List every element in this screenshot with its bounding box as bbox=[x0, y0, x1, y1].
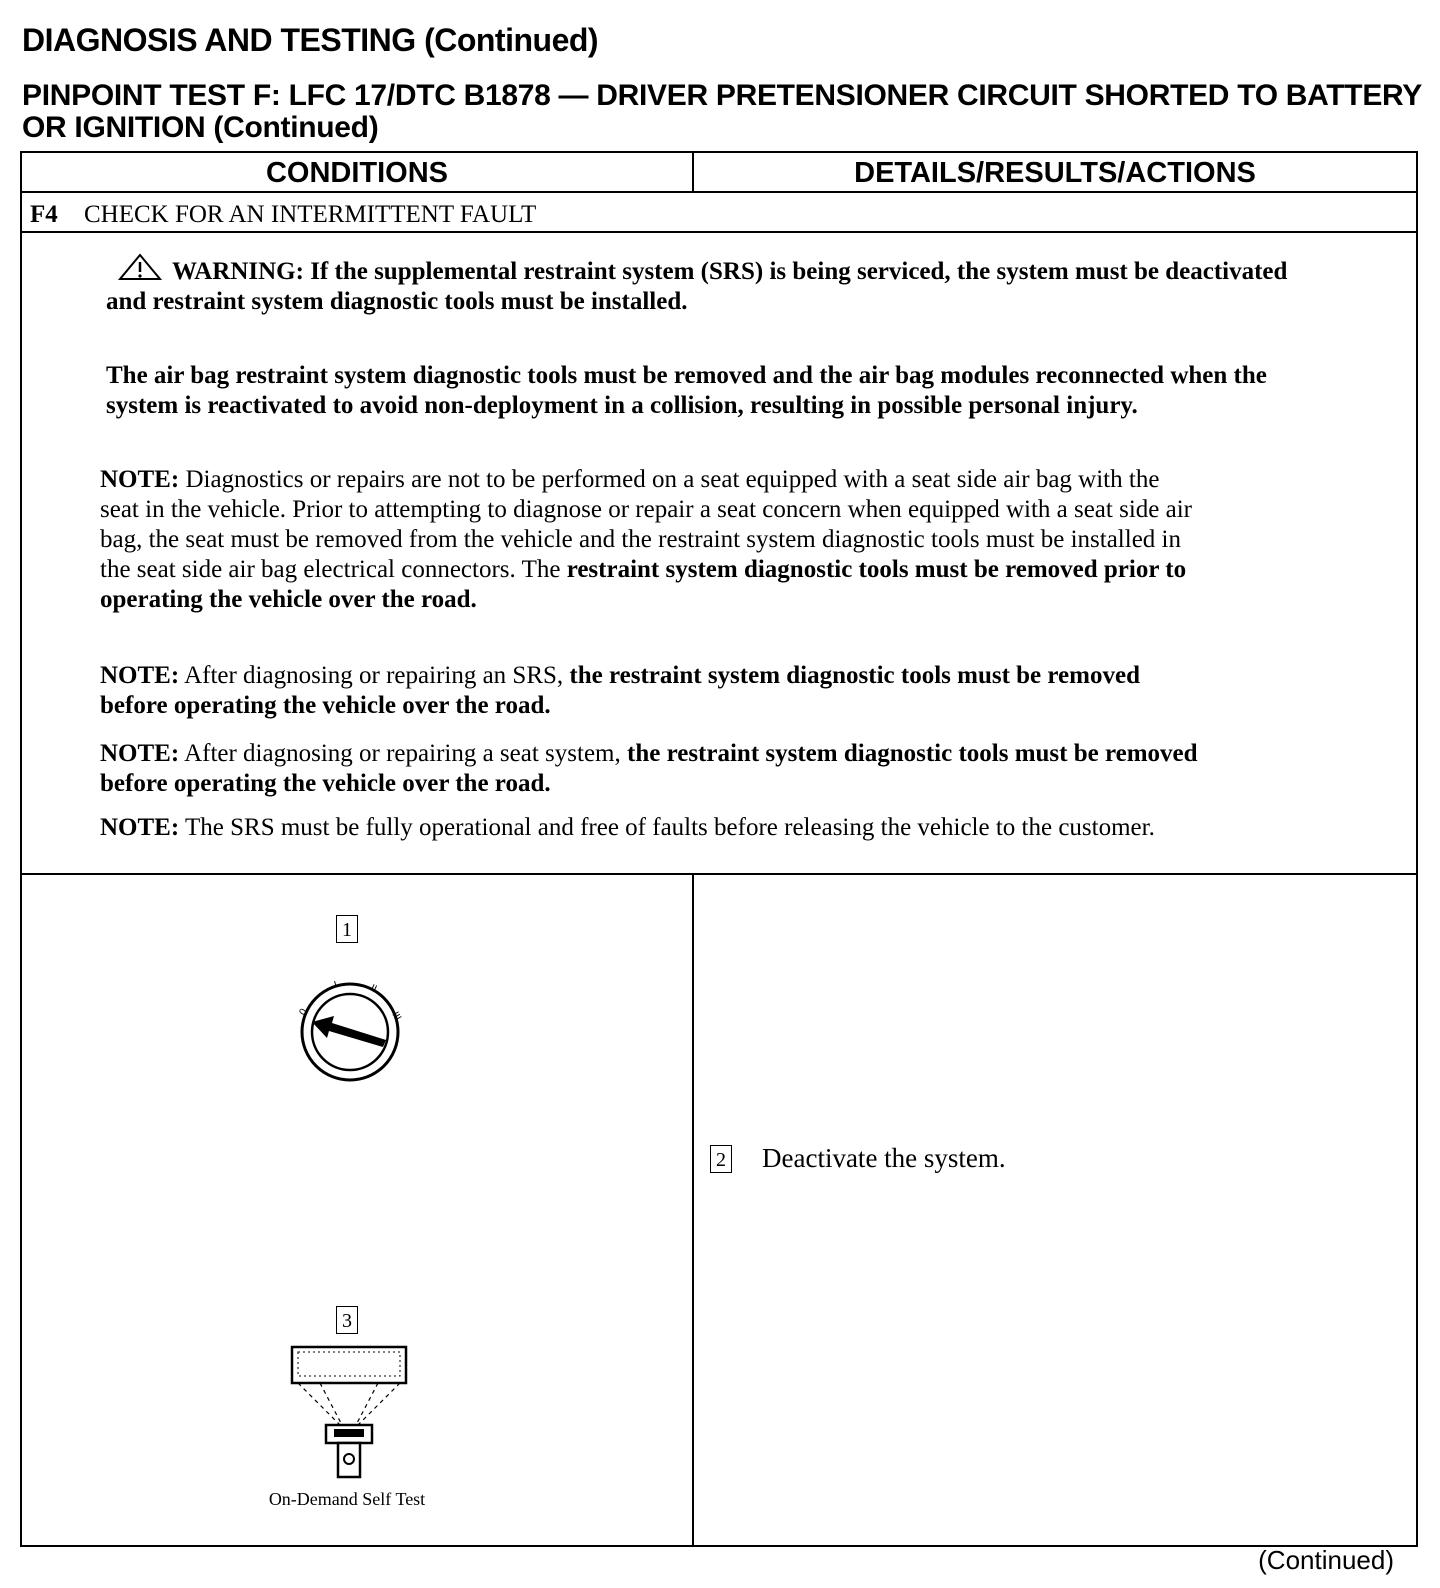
step-title: CHECK FOR AN INTERMITTENT FAULT bbox=[84, 201, 537, 228]
page-title: DIAGNOSIS AND TESTING (Continued) bbox=[22, 22, 599, 58]
note-srs-operational bbox=[100, 813, 1200, 843]
continued-footer: (Continued) bbox=[1258, 1545, 1394, 1575]
bottom-divider bbox=[692, 873, 694, 1545]
column-header-conditions: CONDITIONS bbox=[265, 157, 449, 189]
note-text: After diagnosing or repairing a seat system, bbox=[184, 740, 621, 767]
action-deactivate-system: Deactivate the system. bbox=[762, 1143, 1006, 1173]
note-label: NOTE: bbox=[100, 466, 180, 493]
pinpoint-test-table bbox=[20, 151, 1418, 1547]
note-after-seat-system bbox=[100, 739, 1200, 799]
ignition-label-2: II bbox=[368, 982, 379, 996]
header-rule bbox=[22, 191, 1416, 193]
note-seat-side-airbag bbox=[100, 465, 1200, 615]
warning-triangle-icon bbox=[118, 253, 162, 281]
note-text: The SRS must be fully operational and free of faults before releasing the vehicle to the customer. bbox=[185, 814, 1155, 841]
warning-label: WARNING: bbox=[172, 258, 304, 285]
step-row bbox=[30, 197, 536, 233]
step-id: F4 bbox=[30, 201, 58, 228]
pinpoint-test-title: PINPOINT TEST F: LFC 17/DTC B1878 — DRIVER PRETENSIONER CIRCUIT SHORTED TO BATTERY OR IGNITION (Continued) bbox=[22, 79, 1422, 144]
note-text: After diagnosing or repairing an SRS, bbox=[184, 662, 564, 689]
step-rule bbox=[22, 231, 1416, 233]
note-emphasis: the restraint system diagnostic tools must be removed before operating the vehicle over the road. bbox=[100, 662, 1140, 719]
note-label: NOTE: bbox=[100, 740, 180, 767]
note-emphasis: the restraint system diagnostic tools must be removed before operating the vehicle over the road. bbox=[100, 740, 1198, 797]
ignition-label-0: 0 bbox=[297, 1006, 310, 1018]
warning-block bbox=[106, 253, 1306, 317]
header-divider bbox=[692, 153, 694, 193]
note-label: NOTE: bbox=[100, 662, 180, 689]
scan-tool-icon bbox=[288, 1343, 410, 1483]
column-header-details: DETAILS/RESULTS/ACTIONS bbox=[854, 157, 1256, 189]
callout-3: 3 bbox=[336, 1306, 358, 1334]
note-after-srs bbox=[100, 661, 1200, 721]
notes-rule bbox=[22, 873, 1416, 875]
note-label: NOTE: bbox=[100, 814, 180, 841]
callout-2: 2 bbox=[710, 1145, 732, 1173]
note-emphasis: restraint system diagnostic tools must be removed prior to operating the vehicle over the road. bbox=[100, 556, 1187, 613]
note-text: Diagnostics or repairs are not to be performed on a seat equipped with a seat side air bag with the seat in the vehicle. Prior to attempting to diagnose or repair a seat concern when equipped with a seat side air bag, the seat must be removed from the vehicle and the restraint system diagnostic tools must be installed in the seat side air bag electrical connectors. The bbox=[100, 466, 1192, 583]
ignition-label-1: I bbox=[332, 979, 339, 991]
warning-text-2: The air bag restraint system diagnostic tools must be removed and the air bag modules reconnected when the system is reactivated to avoid non-deployment in a collision, resulting in possible personal injury. bbox=[106, 362, 1267, 419]
warning-text-1: If the supplemental restraint system (SRS) is being serviced, the system must be deactivated and restraint system diagnostic tools must be installed. bbox=[106, 258, 1288, 315]
callout-1: 1 bbox=[336, 915, 358, 943]
ignition-switch-icon bbox=[280, 976, 420, 1086]
ignition-label-3: III bbox=[389, 1010, 404, 1023]
illustration-caption: On-Demand Self Test bbox=[268, 1489, 426, 1509]
